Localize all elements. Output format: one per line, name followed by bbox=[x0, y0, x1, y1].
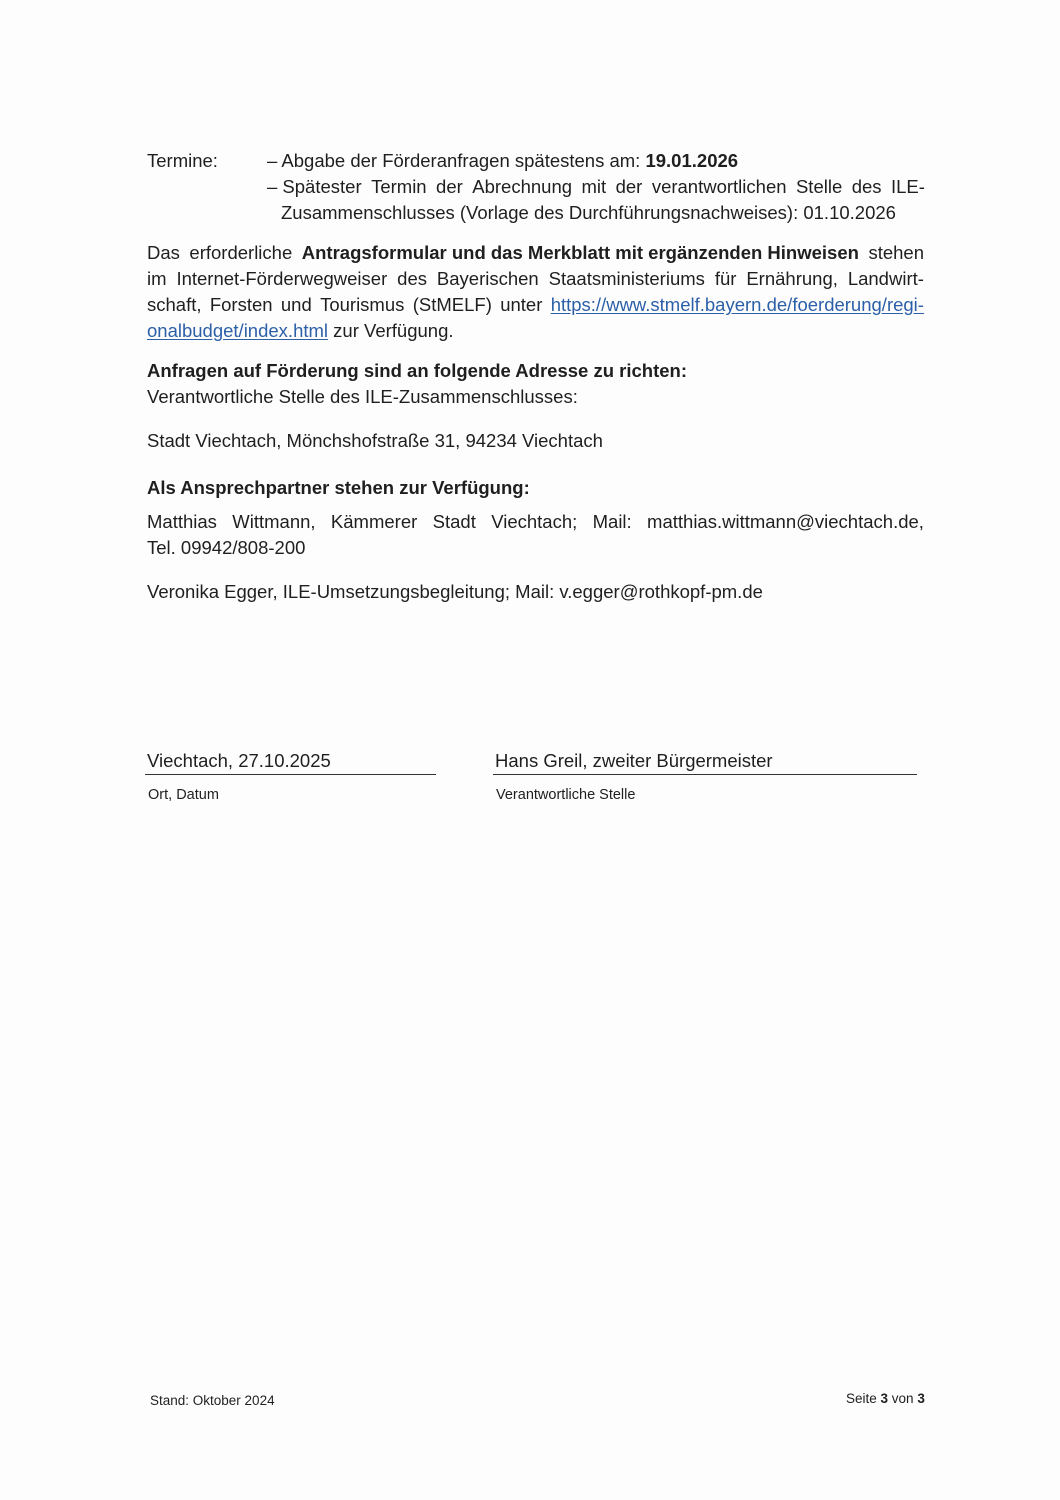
word: Das bbox=[147, 242, 180, 263]
word: des bbox=[851, 176, 882, 197]
anfragen-subline: Verantwortliche Stelle des ILE-Zusammenschlusses: bbox=[147, 386, 578, 407]
word: Tourismus bbox=[320, 294, 405, 315]
antrag-line-2 bbox=[147, 266, 924, 292]
foerderung-link-part-2[interactable]: onalbudget/index.html bbox=[147, 320, 329, 341]
word: Kämmerer bbox=[330, 511, 418, 532]
word: mit bbox=[581, 176, 607, 197]
termine-list bbox=[267, 148, 925, 226]
word: Matthias bbox=[147, 511, 217, 532]
termine-item-abrechnung bbox=[267, 174, 925, 200]
signer-caption: Verantwortliche Stelle bbox=[496, 787, 636, 803]
word: für bbox=[714, 268, 737, 289]
signature-signer bbox=[493, 748, 917, 805]
page-mid: von bbox=[888, 1391, 918, 1406]
word: – Spätester bbox=[267, 176, 362, 197]
contact-egger: Veronika Egger, ILE-Umsetzungsbegleitung; Mail: v.egger@rothkopf-pm.de bbox=[147, 581, 763, 602]
word: des bbox=[397, 268, 427, 289]
word: Landwirt- bbox=[847, 268, 924, 289]
word: Staatsministeriums bbox=[548, 268, 705, 289]
word: (StMELF) bbox=[412, 294, 492, 315]
termine-item-abgabe bbox=[267, 148, 925, 174]
word: Forsten bbox=[209, 294, 273, 315]
termine-label: Termine: bbox=[147, 150, 218, 171]
place-date-caption: Ort, Datum bbox=[148, 787, 219, 803]
contact-wittmann-tel: Tel. 09942/808-200 bbox=[147, 537, 306, 558]
word: Viechtach; bbox=[491, 511, 578, 532]
word: Ernährung, bbox=[746, 268, 838, 289]
signature-place-date bbox=[145, 748, 436, 805]
word: der bbox=[436, 176, 463, 197]
word: Bayerischen bbox=[436, 268, 539, 289]
word: Wittmann, bbox=[232, 511, 316, 532]
word: erforderliche bbox=[189, 242, 293, 263]
termine-item-abrechnung-cont: Zusammenschlusses (Vorlage des Durchführungsnachweises): 01.10.2026 bbox=[281, 202, 896, 223]
antrag-line-1 bbox=[147, 240, 924, 266]
word: Abrechnung bbox=[472, 176, 573, 197]
word: Mail: bbox=[592, 511, 632, 532]
word: unter bbox=[500, 294, 543, 315]
word: Internet-Förderwegweiser bbox=[176, 268, 388, 289]
page-current: 3 bbox=[880, 1391, 889, 1406]
antrag-line-end: zur Verfügung. bbox=[328, 320, 454, 341]
anfragen-section bbox=[147, 358, 924, 410]
word: Stelle bbox=[795, 176, 843, 197]
word: schaft, bbox=[147, 294, 202, 315]
anfragen-heading: Anfragen auf Förderung sind an folgende Adresse zu richten: bbox=[147, 360, 687, 381]
contact-wittmann-email: matthias.wittmann@viechtach.de, bbox=[647, 511, 924, 532]
signer-value: Hans Greil, zweiter Bürgermeister bbox=[493, 748, 917, 775]
contact-wittmann bbox=[147, 509, 924, 561]
word: und bbox=[280, 294, 312, 315]
antrag-paragraph bbox=[147, 240, 924, 344]
footer-stand: Stand: Oktober 2024 bbox=[150, 1393, 275, 1408]
antrag-line-4 bbox=[147, 318, 924, 344]
foerderung-link-part-1[interactable]: https://www.stmelf.bayern.de/foerderung/regi- bbox=[550, 294, 924, 315]
footer-page-number bbox=[846, 1391, 925, 1406]
page-prefix: Seite bbox=[846, 1391, 881, 1406]
contact-wittmann-line-1 bbox=[147, 509, 924, 535]
place-date-value: Viechtach, 27.10.2025 bbox=[145, 748, 436, 775]
word: Termin bbox=[371, 176, 427, 197]
address-line: Stadt Viechtach, Mönchshofstraße 31, 94234 Viechtach bbox=[147, 430, 603, 451]
antrag-line-3 bbox=[147, 292, 924, 318]
word: stehen bbox=[868, 242, 924, 263]
word: verantwortlichen bbox=[651, 176, 787, 197]
page-total: 3 bbox=[917, 1391, 925, 1406]
word: im bbox=[147, 268, 167, 289]
antrag-bold-text: Antragsformular und das Merkblatt mit ergänzenden Hinweisen bbox=[301, 242, 859, 263]
termine-item-abgabe-text: – Abgabe der Förderanfragen spätestens am: bbox=[267, 150, 646, 171]
word: ILE- bbox=[890, 176, 925, 197]
termine-abgabe-date: 19.01.2026 bbox=[645, 150, 739, 171]
word: Stadt bbox=[432, 511, 476, 532]
word: der bbox=[615, 176, 643, 197]
ansprech-heading: Als Ansprechpartner stehen zur Verfügung: bbox=[147, 477, 530, 498]
